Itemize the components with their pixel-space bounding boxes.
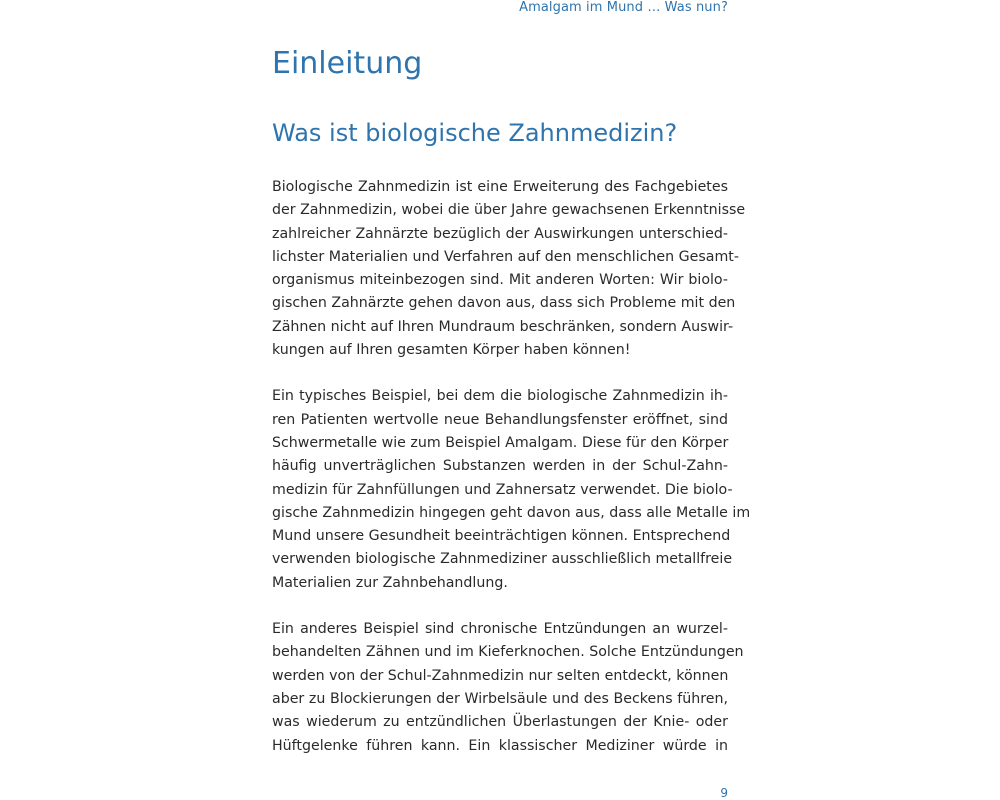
text-line: Mund unsere Gesundheit beeinträchtigen können. Entsprechend — [272, 528, 731, 545]
text-line: gische Zahnmedizin hingegen geht davon aus, dass alle Metalle im — [272, 504, 751, 521]
text-line: verwenden biologische Zahnmediziner ausschließlich metallfreie — [272, 551, 733, 568]
text-line: medizin für Zahnfüllungen und Zahnersatz verwendet. Die biolo- — [272, 481, 733, 498]
text-line: organismus miteinbezogen sind. Mit anderen Worten: Wir biolo- — [272, 272, 728, 289]
text-line: Zähnen nicht auf Ihren Mundraum beschränken, sondern Auswir- — [272, 318, 734, 335]
text-line: werden von der Schul-Zahnmedizin nur selten entdeckt, können — [272, 667, 729, 684]
section-title: Was ist biologische Zahnmedizin? — [272, 119, 678, 147]
text-line: zahlreicher Zahnärzte bezüglich der Auswirkungen unterschied- — [272, 225, 728, 242]
text-line: behandelten Zähnen und im Kieferknochen. Solche Entzündungen — [272, 644, 744, 661]
chapter-title: Einleitung — [272, 46, 423, 81]
page-number: 9 — [720, 786, 728, 800]
text-line: aber zu Blockierungen der Wirbelsäule und des Beckens führen, — [272, 690, 728, 707]
text-line: Ein anderes Beispiel sind chronische Entzündungen an wurzel- — [272, 621, 728, 638]
paragraph-2 — [272, 385, 751, 595]
text-line: Schwermetalle wie zum Beispiel Amalgam. Diese für den Körper — [272, 434, 729, 451]
running-head: Amalgam im Mund … Was nun? — [519, 0, 728, 15]
paragraph-3 — [272, 618, 744, 758]
text-line: häufig unverträglichen Substanzen werden in der Schul-Zahn- — [272, 458, 728, 475]
text-line: Biologische Zahnmedizin ist eine Erweiterung des Fachgebietes — [272, 179, 728, 195]
text-line: kungen auf Ihren gesamten Körper haben können! — [272, 342, 631, 359]
text-line: gischen Zahnärzte gehen davon aus, dass sich Probleme mit den — [272, 295, 736, 312]
text-line: lichster Materialien und Verfahren auf den menschlichen Gesamt- — [272, 248, 739, 265]
text-line: Hüftgelenke führen kann. Ein klassischer Mediziner würde in — [272, 737, 728, 754]
text-line: Materialien zur Zahnbehandlung. — [272, 574, 508, 591]
text-line: der Zahnmedizin, wobei die über Jahre gewachsenen Erkenntnisse — [272, 202, 746, 219]
text-line: ren Patienten wertvolle neue Behandlungsfenster eröffnet, sind — [272, 411, 728, 428]
text-line: was wiederum zu entzündlichen Überlastungen der Knie- oder — [272, 714, 728, 731]
text-line: Ein typisches Beispiel, bei dem die biologische Zahnmedizin ih- — [272, 388, 728, 405]
paragraph-1 — [272, 176, 746, 362]
body-text — [272, 176, 751, 781]
